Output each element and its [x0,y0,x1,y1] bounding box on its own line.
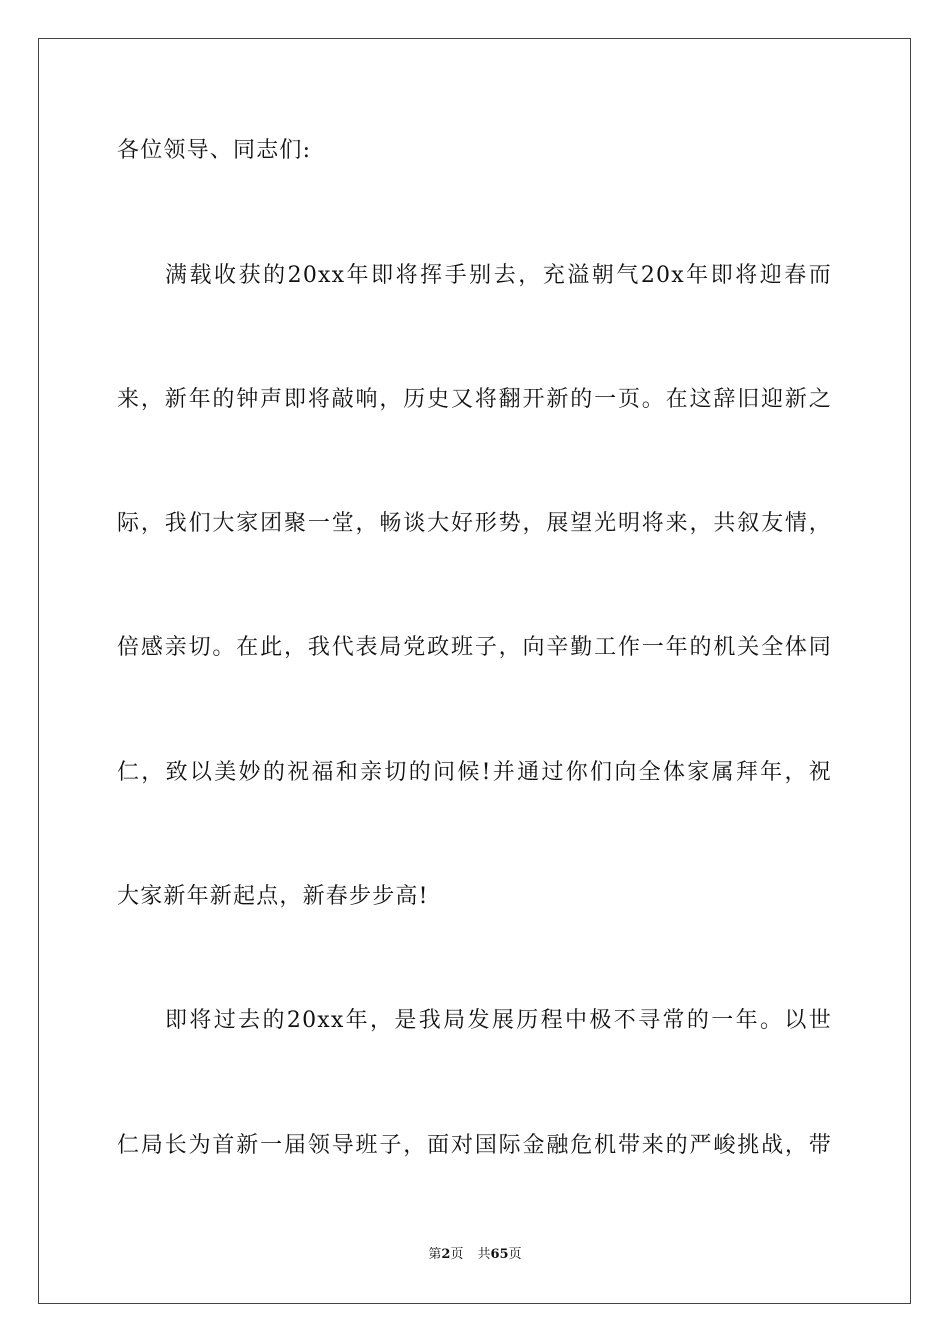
page-number: 2 [441,1247,451,1262]
page-label-suffix: 页 [450,1247,464,1262]
total-label-prefix: 共 [477,1247,491,1262]
page-footer [0,1246,950,1264]
page-border [38,38,911,1304]
paragraph-line: 际，我们大家团聚一堂，畅谈大好形势，展望光明将来，共叙友情， [117,511,832,536]
paragraph-line: 满载收获的20xx年即将挥手别去，充溢朝气20x年即将迎春而 [165,263,832,288]
page-label-prefix: 第 [428,1247,442,1262]
total-label-suffix: 页 [508,1247,522,1262]
paragraph-line: 来，新年的钟声即将敲响，历史又将翻开新的一页。在这辞旧迎新之 [117,387,832,412]
paragraph-line: 即将过去的20xx年，是我局发展历程中极不寻常的一年。以世 [165,1008,832,1033]
paragraph-line: 仁局长为首新一届领导班子，面对国际金融危机带来的严峻挑战，带 [117,1133,832,1158]
paragraph-line: 大家新年新起点，新春步步高! [117,884,429,909]
total-pages: 65 [490,1247,509,1262]
paragraph-line: 仁，致以美妙的祝福和亲切的问候!并通过你们向全体家属拜年，祝 [117,760,832,785]
salutation: 各位领导、同志们: [117,138,312,163]
paragraph-line: 倍感亲切。在此，我代表局党政班子，向辛勤工作一年的机关全体同 [117,635,832,660]
